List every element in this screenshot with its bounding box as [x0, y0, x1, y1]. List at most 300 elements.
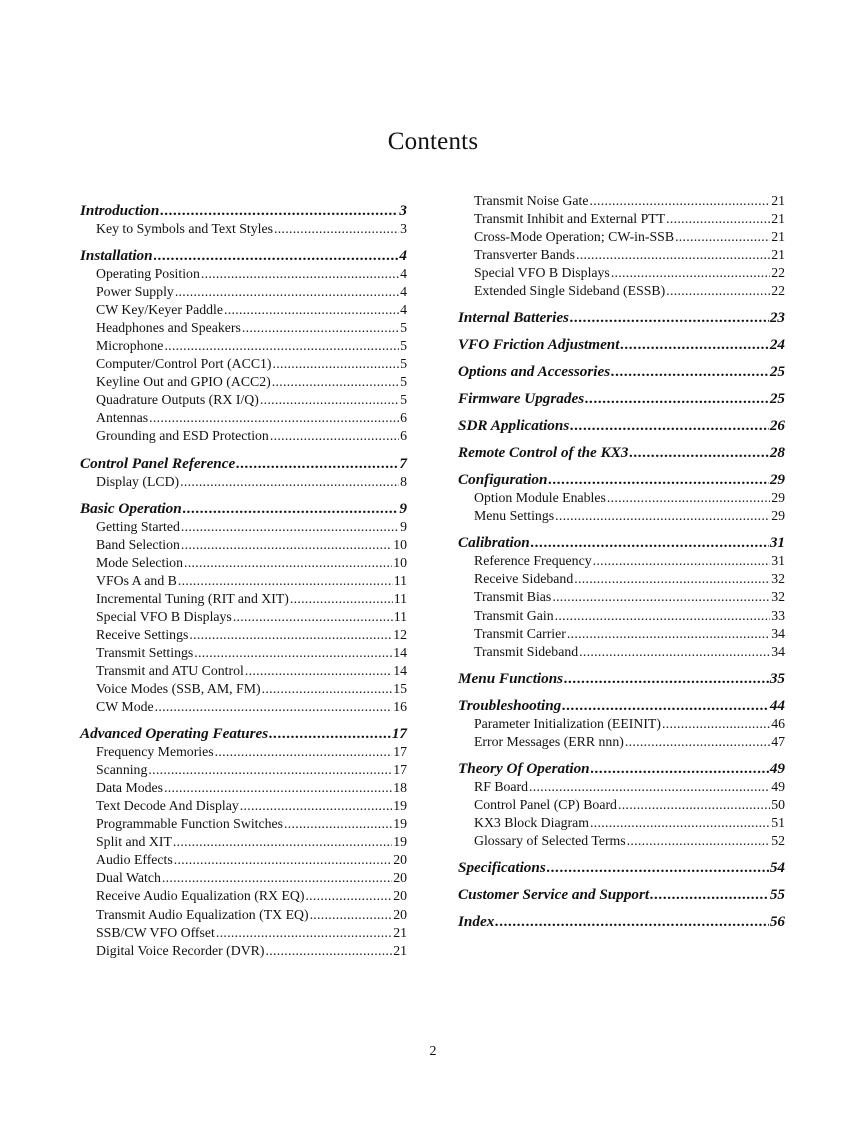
toc-subentry[interactable] — [458, 282, 785, 300]
dot-leader — [555, 507, 770, 525]
toc-entry-page: 14 — [393, 644, 407, 660]
toc-subentry[interactable] — [80, 220, 407, 238]
dot-leader — [262, 680, 393, 698]
toc-entry-label: Transmit Sideband — [474, 643, 579, 659]
dot-leader — [531, 533, 769, 552]
toc-entry-page: 34 — [771, 643, 785, 659]
toc-subentry[interactable] — [458, 796, 785, 814]
toc-entry-label: Data Modes — [96, 780, 164, 796]
toc-subentry[interactable] — [80, 572, 407, 590]
dot-leader — [495, 912, 769, 931]
dot-leader — [224, 301, 399, 319]
toc-entry-page: 34 — [771, 625, 785, 641]
toc-subentry[interactable] — [80, 355, 407, 373]
toc-entry-page: 29 — [769, 471, 785, 489]
toc-entry-page: 4 — [400, 284, 407, 300]
toc-subentry[interactable] — [80, 797, 407, 815]
toc-entry-label: Options and Accessories — [458, 363, 611, 381]
toc-entry-label: Transmit Audio Equalization (TX EQ) — [96, 906, 309, 922]
dot-leader — [215, 743, 393, 761]
toc-entry-page: 23 — [769, 309, 785, 327]
toc-entry-page: 25 — [769, 390, 785, 408]
toc-entry-label: KX3 Block Diagram — [474, 814, 589, 830]
toc-section-entry[interactable] — [458, 389, 785, 408]
toc-section-entry[interactable] — [458, 470, 785, 489]
toc-subentry[interactable] — [458, 228, 785, 246]
toc-subentry[interactable] — [80, 608, 407, 626]
toc-entry-page: 49 — [769, 759, 785, 777]
toc-entry-page: 9 — [400, 518, 407, 534]
toc-section-entry[interactable] — [458, 362, 785, 381]
dot-leader — [564, 669, 769, 688]
toc-entry-label: Menu Functions — [458, 669, 564, 687]
toc-entry-page: 9 — [399, 499, 407, 517]
toc-entry-page: 26 — [769, 417, 785, 435]
toc-entry-page: 32 — [771, 571, 785, 587]
toc-subentry[interactable] — [458, 552, 785, 570]
toc-entry-label: RF Board — [474, 778, 529, 794]
toc-entry-label: Display (LCD) — [96, 473, 180, 489]
toc-section-entry[interactable] — [458, 533, 785, 552]
toc-entry-label: Theory Of Operation — [458, 759, 590, 777]
toc-entry-page: 20 — [393, 906, 407, 922]
toc-entry-page: 49 — [771, 778, 785, 794]
toc-subentry[interactable] — [80, 887, 407, 905]
toc-entry-label: Quadrature Outputs (RX I/Q) — [96, 392, 259, 408]
toc-entry-page: 28 — [769, 444, 785, 462]
dot-leader — [547, 858, 769, 877]
toc-entry-label: Special VFO B Displays — [474, 265, 610, 281]
dot-leader — [245, 662, 392, 680]
toc-entry-page: 16 — [393, 699, 407, 715]
dot-leader — [666, 210, 770, 228]
toc-entry-label: VFOs A and B — [96, 572, 177, 588]
toc-entry-page: 44 — [769, 696, 785, 714]
toc-entry-label: Installation — [80, 247, 153, 265]
dot-leader — [574, 570, 770, 588]
dot-leader — [181, 518, 399, 536]
toc-entry-page: 22 — [771, 265, 785, 281]
toc-subentry[interactable] — [80, 427, 407, 445]
toc-entry-label: Firmware Upgrades — [458, 390, 585, 408]
toc-entry-page: 31 — [769, 534, 785, 552]
toc-entry-page: 33 — [771, 607, 785, 623]
toc-entry-page: 10 — [393, 554, 407, 570]
dot-leader — [618, 796, 770, 814]
toc-entry-page: 5 — [400, 392, 407, 408]
toc-entry-page: 12 — [393, 626, 407, 642]
toc-entry-label: Text Decode And Display — [96, 798, 239, 814]
toc-entry-label: Receive Settings — [96, 626, 189, 642]
dot-leader — [310, 906, 393, 924]
toc-left-column — [80, 192, 407, 960]
dot-leader — [274, 220, 399, 238]
toc-subentry[interactable] — [80, 626, 407, 644]
toc-entry-label: Key to Symbols and Text Styles — [96, 221, 273, 236]
toc-entry-page: 31 — [771, 553, 785, 569]
toc-subentry[interactable] — [80, 906, 407, 924]
dot-leader — [183, 499, 399, 518]
toc-entry-page: 6 — [400, 410, 407, 426]
toc-entry-label: Voice Modes (SSB, AM, FM) — [96, 680, 261, 696]
toc-entry-page: 20 — [393, 852, 407, 868]
toc-entry-page: 20 — [393, 888, 407, 904]
dot-leader — [620, 335, 768, 354]
toc-entry-label: Configuration — [458, 471, 548, 489]
toc-subentry[interactable] — [80, 536, 407, 554]
toc-entry-label: CW Mode — [96, 699, 154, 715]
toc-section-entry[interactable] — [458, 696, 785, 715]
toc-entry-label: Internal Batteries — [458, 309, 569, 327]
toc-subentry[interactable] — [458, 778, 785, 796]
toc-section-entry[interactable] — [458, 669, 785, 688]
dot-leader — [270, 427, 399, 445]
toc-entry-label: Transmit Noise Gate — [474, 193, 589, 208]
dot-leader — [625, 733, 770, 751]
toc-subentry[interactable] — [458, 715, 785, 733]
toc-subentry[interactable] — [458, 625, 785, 643]
toc-subentry[interactable] — [80, 869, 407, 887]
toc-entry-label: Specifications — [458, 858, 546, 876]
toc-right-column — [458, 192, 785, 931]
toc-entry-label: Getting Started — [96, 518, 180, 534]
toc-section-entry[interactable] — [80, 499, 407, 518]
dot-leader — [184, 554, 392, 572]
toc-entry-page: 11 — [393, 608, 407, 624]
toc-subentry[interactable] — [458, 507, 785, 525]
toc-entry-label: Parameter Initialization (EEINIT) — [474, 715, 661, 731]
dot-leader — [570, 308, 769, 327]
toc-subentry[interactable] — [80, 283, 407, 301]
dot-leader — [155, 698, 393, 716]
toc-entry-page: 6 — [400, 428, 407, 444]
dot-leader — [236, 454, 398, 473]
toc-entry-label: Menu Settings — [474, 508, 555, 524]
toc-subentry[interactable] — [458, 489, 785, 507]
toc-entry-page: 19 — [393, 816, 407, 832]
toc-entry-label: Receive Audio Equalization (RX EQ) — [96, 888, 305, 904]
toc-entry-page: 4 — [399, 247, 407, 265]
dot-leader — [173, 833, 392, 851]
toc-entry-label: SDR Applications — [458, 417, 570, 435]
dot-leader — [242, 319, 399, 337]
toc-entry-label: Extended Single Sideband (ESSB) — [474, 283, 666, 299]
toc-subentry[interactable] — [458, 246, 785, 264]
toc-entry-label: Basic Operation — [80, 499, 182, 517]
toc-entry-label: Operating Position — [96, 266, 200, 282]
toc-entry-page: 55 — [769, 885, 785, 903]
page-number: 2 — [429, 1044, 437, 1059]
toc-entry-label: Cross-Mode Operation; CW-in-SSB — [474, 229, 675, 245]
toc-subentry[interactable] — [80, 337, 407, 355]
toc-subentry[interactable] — [80, 554, 407, 572]
toc-section-entry[interactable] — [458, 308, 785, 327]
toc-subentry[interactable] — [80, 644, 407, 662]
dot-leader — [148, 761, 392, 779]
toc-entry-label: Troubleshooting — [458, 696, 562, 714]
toc-entry-page: 7 — [399, 454, 407, 472]
toc-entry-label: Transmit Gain — [474, 607, 554, 623]
toc-entry-page: 29 — [771, 508, 785, 524]
toc-entry-page: 4 — [400, 302, 407, 318]
toc-entry-label: Customer Service and Support — [458, 885, 650, 903]
dot-leader — [180, 473, 399, 491]
toc-entry-page: 21 — [771, 211, 785, 227]
toc-entry-label: Incremental Tuning (RIT and XIT) — [96, 590, 289, 606]
dot-leader — [189, 626, 392, 644]
toc-entry-page: 51 — [771, 814, 785, 830]
dot-leader — [593, 552, 771, 570]
dot-leader — [216, 924, 392, 942]
toc-subentry[interactable] — [80, 815, 407, 833]
dot-leader — [662, 715, 770, 733]
toc-entry-label: Band Selection — [96, 536, 180, 552]
dot-leader — [548, 470, 768, 489]
toc-entry-page: 5 — [400, 374, 407, 390]
dot-leader — [164, 337, 399, 355]
toc-entry-page: 29 — [771, 490, 785, 506]
toc-section-entry[interactable] — [458, 443, 785, 462]
toc-entry-label: CW Key/Keyer Paddle — [96, 302, 223, 318]
toc-entry-label: Remote Control of the KX3 — [458, 444, 629, 462]
dot-leader — [666, 282, 770, 300]
toc-entry-label: Transmit Carrier — [474, 625, 566, 641]
dot-leader — [576, 246, 770, 264]
dot-leader — [675, 228, 770, 246]
toc-entry-label: Antennas — [96, 410, 149, 426]
dot-leader — [579, 643, 770, 661]
toc-entry-page: 5 — [400, 356, 407, 372]
dot-leader — [273, 355, 400, 373]
toc-subentry[interactable] — [458, 570, 785, 588]
dot-leader — [567, 625, 770, 643]
dot-leader — [585, 389, 769, 408]
dot-leader — [194, 644, 392, 662]
toc-entry-page: 11 — [393, 590, 407, 606]
dot-leader — [590, 814, 770, 832]
toc-subentry[interactable] — [458, 733, 785, 751]
toc-entry-label: VFO Friction Adjustment — [458, 336, 620, 354]
dot-leader — [611, 362, 769, 381]
dot-leader — [178, 572, 393, 590]
toc-entry-label: Transmit Inhibit and External PTT — [474, 211, 666, 227]
dot-leader — [160, 201, 398, 220]
dot-leader — [162, 869, 392, 887]
toc-entry-label: Split and XIT — [96, 834, 172, 850]
dot-leader — [650, 885, 769, 904]
toc-entry-label: Dual Watch — [96, 870, 161, 886]
toc-subentry[interactable] — [80, 698, 407, 716]
dot-leader — [627, 832, 771, 850]
dot-leader — [607, 489, 770, 507]
toc-section-entry[interactable] — [80, 454, 407, 473]
toc-entry-label: Computer/Control Port (ACC1) — [96, 356, 272, 372]
toc-entry-page: 56 — [769, 912, 785, 930]
toc-entry-label: Calibration — [458, 534, 530, 552]
dot-leader — [305, 887, 392, 905]
dot-leader — [552, 588, 770, 606]
toc-entry-label: Headphones and Speakers — [96, 320, 241, 336]
toc-subentry[interactable] — [80, 319, 407, 337]
toc-entry-label: Transmit and ATU Control — [96, 662, 244, 678]
toc-entry-label: Reference Frequency — [474, 553, 592, 569]
toc-entry-label: Receive Sideband — [474, 571, 574, 587]
toc-entry-label: Frequency Memories — [96, 744, 214, 760]
dot-leader — [265, 942, 392, 960]
toc-subentry[interactable] — [80, 265, 407, 283]
toc-entry-page: 47 — [771, 733, 785, 749]
dot-leader — [201, 265, 399, 283]
toc-section-entry[interactable] — [458, 885, 785, 904]
toc-subentry[interactable] — [80, 942, 407, 960]
toc-subentry[interactable] — [80, 779, 407, 797]
toc-subentry[interactable] — [458, 643, 785, 661]
toc-entry-page: 17 — [393, 744, 407, 760]
dot-leader — [611, 264, 770, 282]
toc-entry-label: Programmable Function Switches — [96, 816, 283, 832]
dot-leader — [175, 283, 399, 301]
toc-entry-page: 10 — [393, 536, 407, 552]
toc-entry-label: Special VFO B Displays — [96, 608, 232, 624]
toc-entry-page: 5 — [400, 338, 407, 354]
dot-leader — [529, 778, 770, 796]
toc-subentry[interactable] — [458, 832, 785, 850]
dot-leader — [284, 815, 392, 833]
toc-subentry[interactable] — [80, 743, 407, 761]
toc-entry-page: 5 — [400, 320, 407, 336]
dot-leader — [269, 724, 391, 743]
toc-subentry[interactable] — [80, 761, 407, 779]
toc-entry-label: Index — [458, 912, 495, 930]
toc-section-entry[interactable] — [80, 724, 407, 743]
toc-entry-label: Scanning — [96, 762, 148, 778]
dot-leader — [174, 851, 392, 869]
toc-entry-label: Error Messages (ERR nnn) — [474, 733, 624, 749]
toc-entry-page: 52 — [771, 832, 785, 848]
toc-subentry[interactable] — [80, 473, 407, 491]
toc-section-entry[interactable] — [458, 416, 785, 435]
toc-subentry[interactable] — [80, 662, 407, 680]
dot-leader — [154, 246, 399, 265]
toc-subentry[interactable] — [80, 373, 407, 391]
toc-entry-page: 20 — [393, 870, 407, 886]
toc-subentry[interactable] — [458, 210, 785, 228]
toc-entry-page: 22 — [771, 283, 785, 299]
toc-section-entry[interactable] — [458, 759, 785, 778]
toc-entry-page: 21 — [393, 924, 407, 940]
toc-entry-page: 50 — [771, 796, 785, 812]
toc-entry-label: Grounding and ESD Protection — [96, 428, 269, 444]
toc-entry-label: Power Supply — [96, 284, 174, 300]
dot-leader — [233, 608, 393, 626]
toc-subentry[interactable] — [80, 833, 407, 851]
toc-entry-page: 19 — [393, 834, 407, 850]
toc-subentry[interactable] — [80, 590, 407, 608]
dot-leader — [240, 797, 392, 815]
dot-leader — [570, 416, 769, 435]
toc-entry-page: 54 — [769, 858, 785, 876]
toc-subentry[interactable] — [80, 301, 407, 319]
toc-entry-page: 21 — [771, 247, 785, 263]
toc-section-entry[interactable] — [80, 201, 407, 220]
dot-leader — [555, 607, 771, 625]
toc-section-entry[interactable] — [458, 912, 785, 931]
dot-leader — [562, 696, 769, 715]
toc-entry-page: 4 — [400, 266, 407, 282]
toc-subentry[interactable] — [80, 409, 407, 427]
toc-entry-page: 8 — [400, 473, 407, 489]
dot-leader — [149, 409, 399, 427]
toc-entry-page: 25 — [769, 363, 785, 381]
dot-leader — [629, 443, 768, 462]
toc-entry-label: Mode Selection — [96, 554, 183, 570]
toc-subentry[interactable] — [80, 851, 407, 869]
toc-entry-label: Transmit Settings — [96, 644, 194, 660]
toc-entry-label: Control Panel (CP) Board — [474, 796, 617, 812]
toc-entry-page: 18 — [393, 780, 407, 796]
toc-entry-page: 3 — [400, 221, 407, 236]
toc-entry-label: Control Panel Reference — [80, 454, 236, 472]
toc-entry-page: 35 — [769, 669, 785, 687]
toc-entry-label: Audio Effects — [96, 852, 173, 868]
toc-subentry[interactable] — [80, 391, 407, 409]
toc-entry-page: 21 — [771, 193, 785, 208]
toc-subentry[interactable] — [458, 192, 785, 210]
toc-entry-page: 21 — [771, 229, 785, 245]
toc-section-entry[interactable] — [80, 246, 407, 265]
toc-entry-label: Transmit Bias — [474, 589, 552, 605]
toc-entry-label: Advanced Operating Features — [80, 725, 269, 743]
toc-entry-label: Glossary of Selected Terms — [474, 832, 626, 848]
toc-entry-page: 24 — [769, 336, 785, 354]
toc-subentry[interactable] — [80, 924, 407, 942]
toc-entry-page: 11 — [393, 572, 407, 588]
toc-subentry[interactable] — [458, 814, 785, 832]
dot-leader — [181, 536, 392, 554]
toc-entry-label: Option Module Enables — [474, 490, 606, 506]
toc-entry-label: SSB/CW VFO Offset — [96, 924, 215, 940]
toc-entry-label: Keyline Out and GPIO (ACC2) — [96, 374, 271, 390]
toc-entry-label: Digital Voice Recorder (DVR) — [96, 942, 265, 958]
toc-subentry[interactable] — [80, 680, 407, 698]
toc-subentry[interactable] — [458, 588, 785, 606]
dot-leader — [260, 391, 399, 409]
page-title: Contents — [387, 128, 479, 155]
toc-subentry[interactable] — [458, 607, 785, 625]
toc-entry-page: 19 — [393, 798, 407, 814]
dot-leader — [591, 759, 769, 778]
dot-leader — [589, 192, 770, 210]
toc-entry-page: 15 — [393, 680, 407, 696]
toc-entry-page: 46 — [771, 715, 785, 731]
toc-entry-page: 17 — [393, 762, 407, 778]
toc-entry-page: 21 — [393, 942, 407, 958]
dot-leader — [290, 590, 393, 608]
toc-entry-label: Transverter Bands — [474, 247, 576, 263]
toc-section-entry[interactable] — [458, 858, 785, 877]
toc-entry-page: 17 — [391, 725, 407, 743]
toc-subentry[interactable] — [80, 518, 407, 536]
dot-leader — [164, 779, 392, 797]
toc-entry-page: 32 — [771, 589, 785, 605]
toc-entry-page: 14 — [393, 662, 407, 678]
toc-entry-label: Introduction — [80, 202, 160, 219]
toc-subentry[interactable] — [458, 264, 785, 282]
dot-leader — [272, 373, 399, 391]
toc-entry-label: Microphone — [96, 338, 164, 354]
toc-section-entry[interactable] — [458, 335, 785, 354]
toc-entry-page: 3 — [399, 202, 407, 219]
